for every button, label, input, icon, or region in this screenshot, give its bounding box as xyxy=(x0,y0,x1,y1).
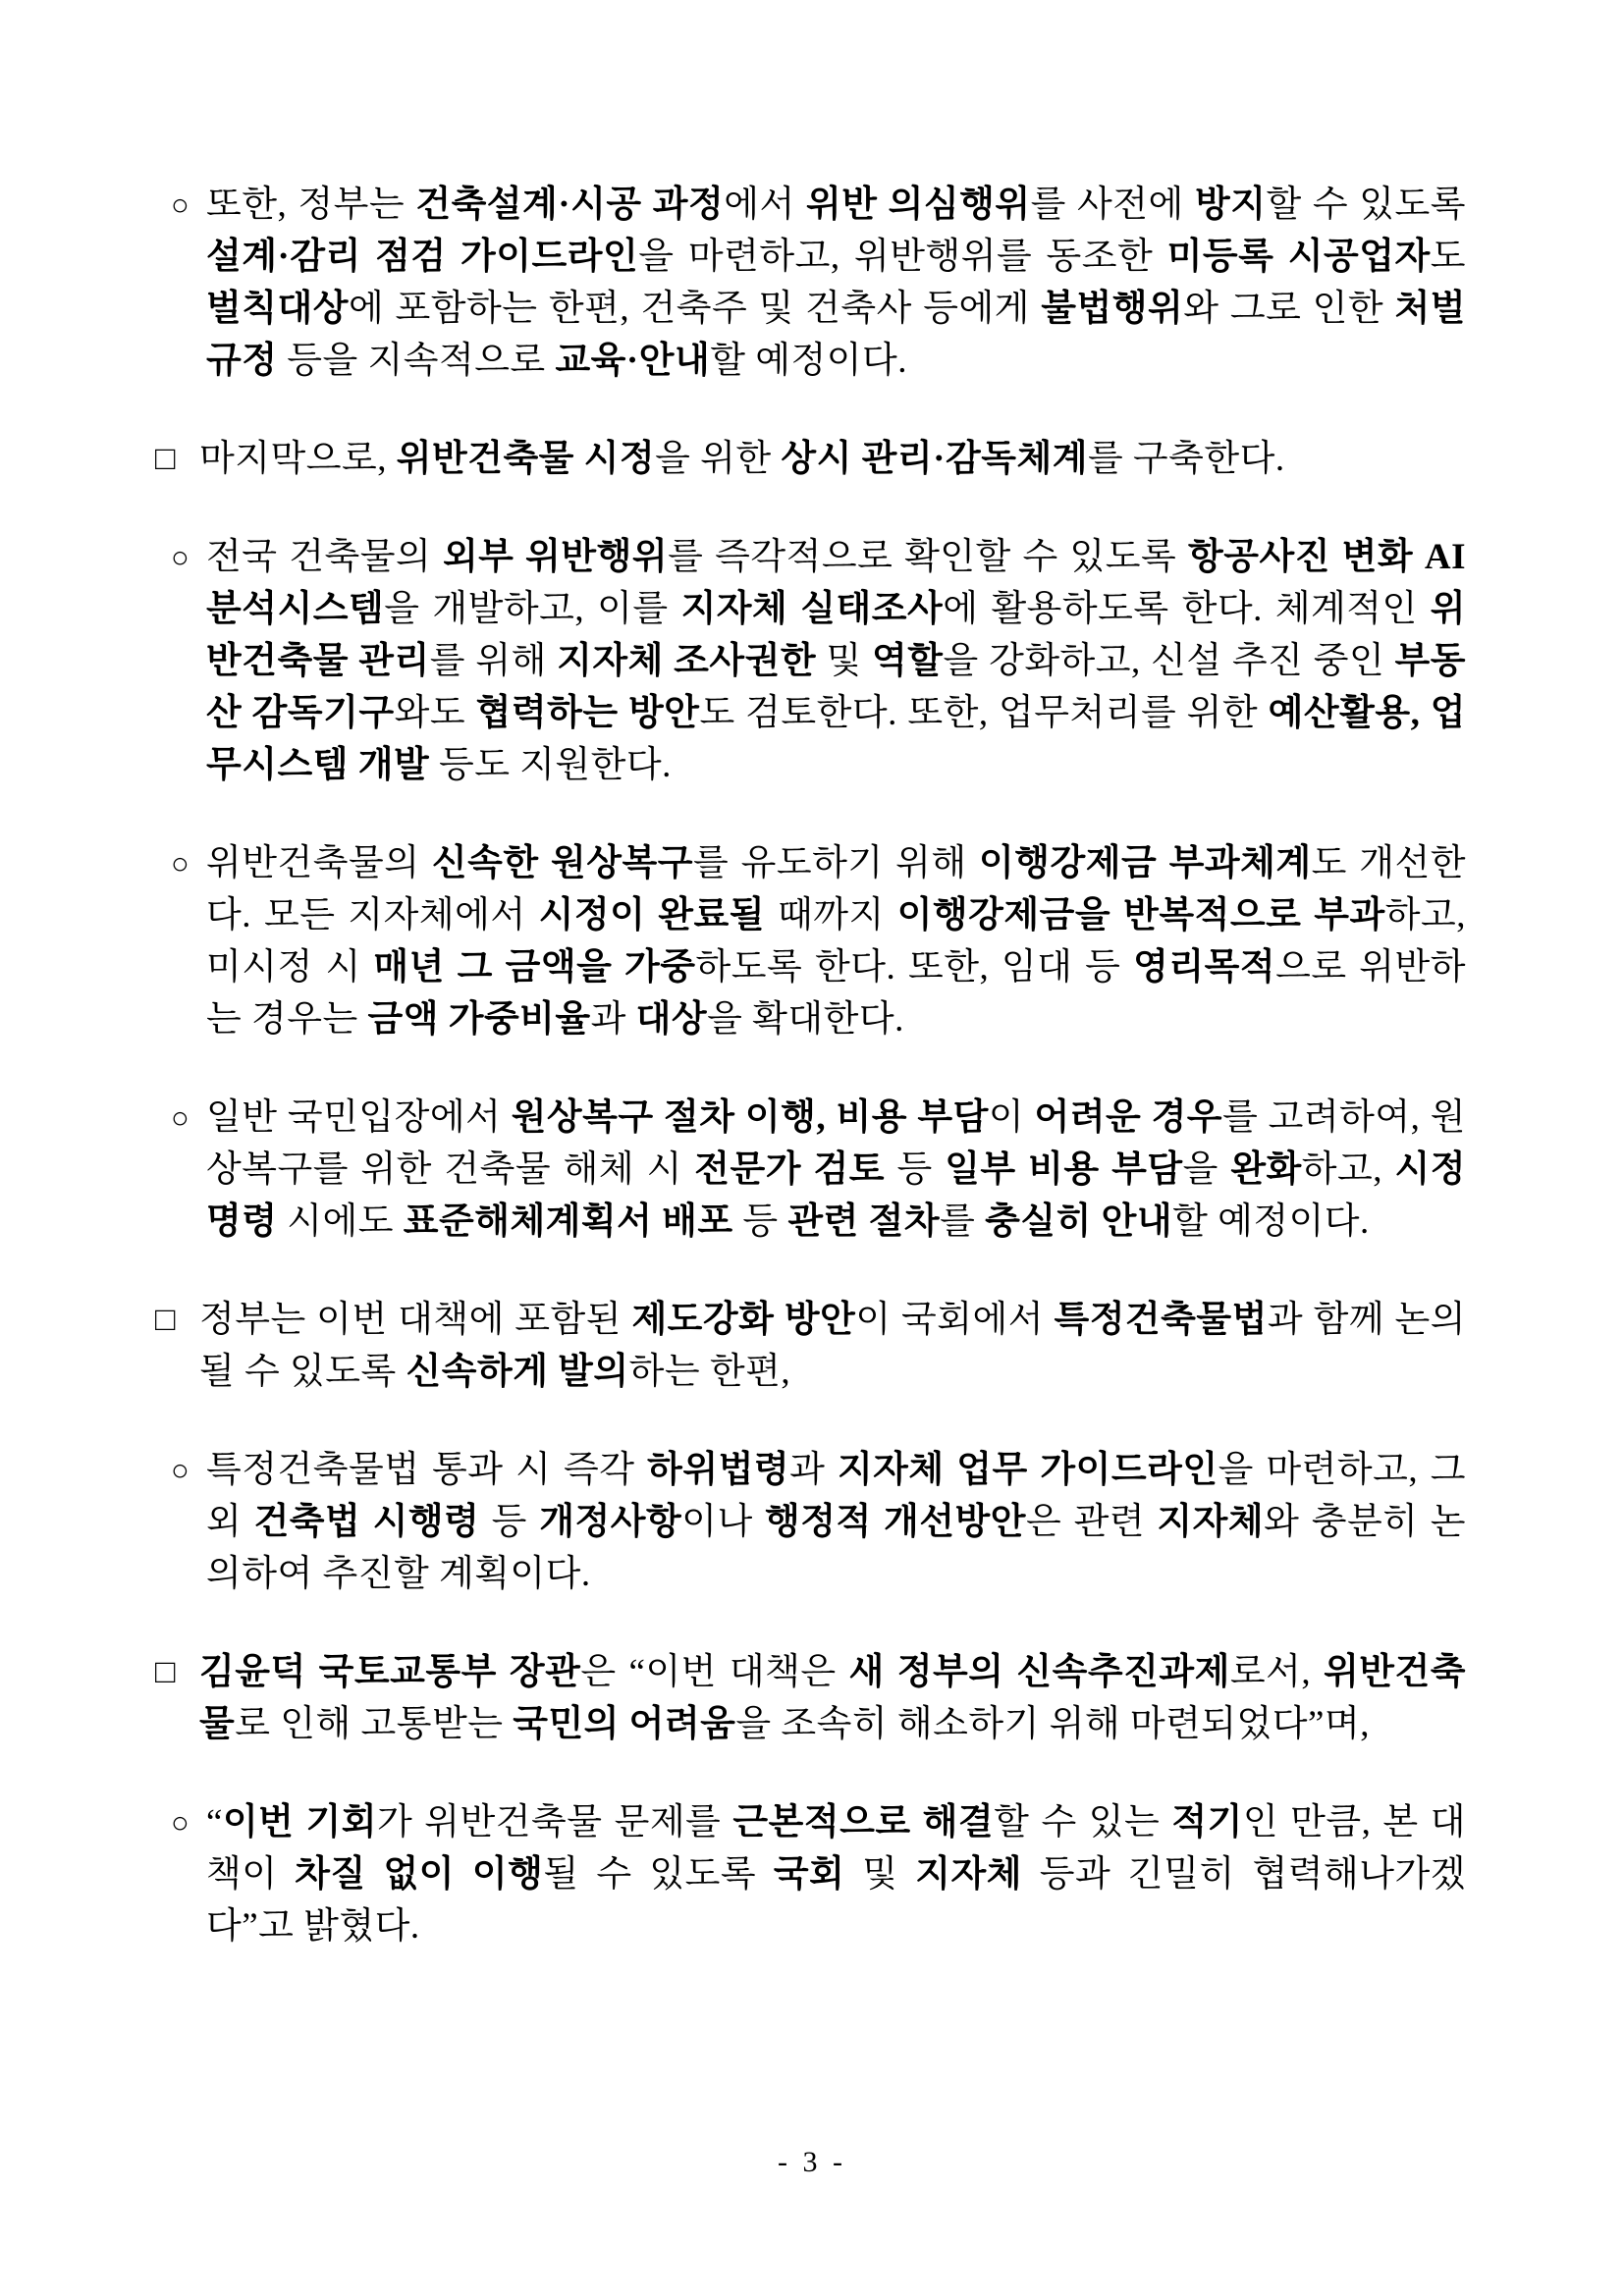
bullet-paragraph xyxy=(171,1444,1466,1600)
paragraph-text: 일반 국민입장에서 원상복구 절차 이행, 비용 부담이 어려운 경우를 고려하여, 원상복구를 위한 건축물 해체 시 전문가 검토 등 일부 비용 부담을 완화하고, 시정명령 시에도 표준해체계획서 배포 등 관련 절차를 충실히 안내할 예정이다. xyxy=(206,1097,1467,1242)
section-paragraph xyxy=(155,1646,1466,1750)
bullet-paragraph xyxy=(171,1092,1466,1248)
paragraph-text: 위반건축물의 신속한 원상복구를 유도하기 위해 이행강제금 부과체계도 개선한다. 모든 지자체에서 시정이 완료될 때까지 이행강제금을 반복적으로 부과하고, 미시정 시 매년 그 금액을 가중하도록 한다. 또한, 임대 등 영리목적으로 위반하는 경우는 금액 가중비율과 대상을 확대한다. xyxy=(206,843,1467,1040)
paragraph-text: 전국 건축물의 외부 위반행위를 즉각적으로 확인할 수 있도록 항공사진 변화 AI 분석시스템을 개발하고, 이를 지자체 실태조사에 활용하도록 한다. 체계적인 위반건축물 관리를 위해 지자체 조사권한 및 역할을 강화하고, 신설 추진 중인 부동산 감독기구와도 협력하는 방안도 검토한다. 또한, 업무처리를 위한 예산활용, 업무시스템 개발 등도 지원한다. xyxy=(206,537,1467,785)
circle-bullet-icon: ○ xyxy=(171,846,190,881)
paragraph-text: 마지막으로, 위반건축물 시정을 위한 상시 관리·감독체계를 구축한다. xyxy=(199,439,1285,479)
section-paragraph xyxy=(155,1294,1466,1398)
bullet-paragraph xyxy=(171,531,1466,791)
square-bullet-icon: □ xyxy=(155,1302,177,1338)
bullet-paragraph xyxy=(171,837,1466,1045)
paragraph-text: 특정건축물법 통과 시 즉각 하위법령과 지자체 업무 가이드라인을 마련하고, 그 외 건축법 시행령 등 개정사항이나 행정적 개선방안은 관련 지자체와 충분히 논의하여 추진할 계획이다. xyxy=(206,1450,1466,1594)
page-number: - 3 - xyxy=(778,2146,846,2178)
bullet-paragraph xyxy=(171,1796,1466,1952)
circle-bullet-icon: ○ xyxy=(171,1805,190,1840)
paragraph-text: 김윤덕 국토교통부 장관은 “이번 대책은 새 정부의 신속추진과제로서, 위반건축물로 인해 고통받는 국민의 어려움을 조속히 해소하기 위해 마련되었다”며, xyxy=(199,1652,1467,1744)
paragraph-text: 정부는 이번 대책에 포함된 제도강화 방안이 국회에서 특정건축물법과 함께 논의될 수 있도록 신속하게 발의하는 한편, xyxy=(199,1300,1467,1392)
circle-bullet-icon: ○ xyxy=(171,1453,190,1487)
circle-bullet-icon: ○ xyxy=(171,1100,190,1135)
circle-bullet-icon: ○ xyxy=(171,540,190,574)
bullet-paragraph xyxy=(171,179,1466,387)
square-bullet-icon: □ xyxy=(155,441,177,477)
paragraph-text: “이번 기회가 위반건축물 문제를 근본적으로 해결할 수 있는 적기인 만큼, 본 대책이 차질 없이 이행될 수 있도록 국회 및 지자체 등과 긴밀히 협력해나가겠다”고 밝혔다. xyxy=(206,1802,1467,1947)
circle-bullet-icon: ○ xyxy=(171,187,190,222)
paragraph-text: 또한, 정부는 건축설계·시공 과정에서 위반 의심행위를 사전에 방지할 수 있도록 설계·감리 점검 가이드라인을 마련하고, 위반행위를 동조한 미등록 시공업자도 벌칙대상에 포함하는 한편, 건축주 및 건축사 등에게 불법행위와 그로 인한 처벌규정 등을 지속적으로 교육·안내할 예정이다. xyxy=(206,185,1467,381)
section-paragraph xyxy=(155,433,1466,485)
document-body xyxy=(155,179,1466,1952)
square-bullet-icon: □ xyxy=(155,1654,177,1690)
